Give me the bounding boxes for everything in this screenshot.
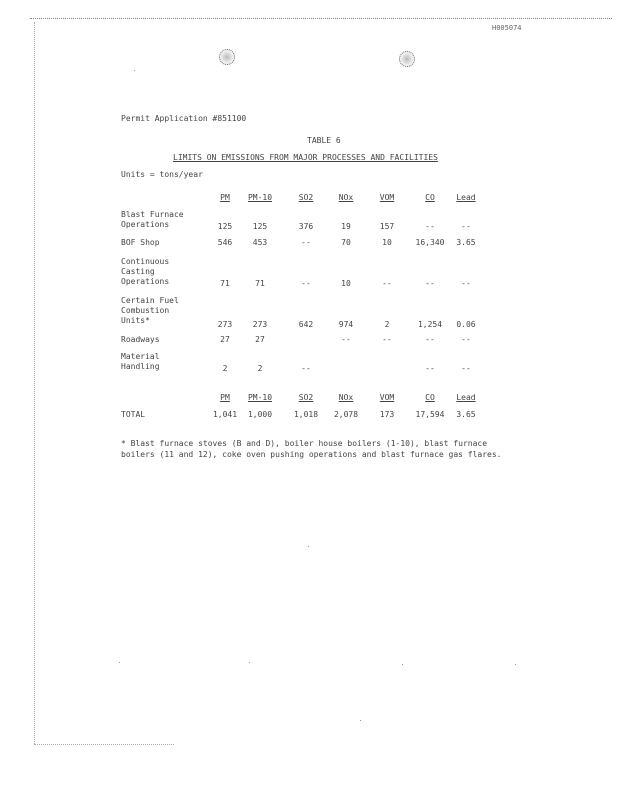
column-header-total: VOM [379,393,395,402]
table-cell: 546 [217,238,233,247]
row-label: Operations [121,277,170,286]
table-cell: 70 [341,238,351,247]
table-cell: -- [461,222,471,231]
row-label: Casting [121,267,155,276]
permit-number: Permit Application #851100 [121,114,247,123]
row-label: BOF Shop [121,238,160,247]
column-header: VOM [379,193,395,202]
page-left-edge [34,22,35,744]
table-cell: -- [341,335,351,344]
table-cell: 19 [341,222,351,231]
table-cell: 273 [252,320,268,329]
row-label: Blast Furnace [121,210,184,219]
table-title: LIMITS ON EMISSIONS FROM MAJOR PROCESSES AND FACILITIES [173,153,438,162]
table-cell: 273 [217,320,233,329]
scan-speck [119,662,120,663]
row-label: Roadways [121,335,160,344]
table-cell: 16,340 [415,238,445,247]
table-cell: -- [425,279,435,288]
row-label: Combustion [121,306,170,315]
table-cell: 125 [252,222,268,231]
document-id: H005074 [492,24,522,32]
table-cell: 2 [222,364,228,373]
table-cell: 2 [257,364,263,373]
table-cell: 10 [341,279,351,288]
column-header-total: Lead [456,393,476,402]
row-label: Material [121,352,160,361]
table-number: TABLE 6 [307,136,341,145]
page-top-edge [30,18,612,19]
table-cell: 974 [338,320,354,329]
table-cell: -- [301,364,311,373]
total-cell: 3.65 [456,410,476,419]
table-cell: 2 [384,320,390,329]
total-cell: 173 [379,410,395,419]
table-cell: 27 [255,335,265,344]
scan-speck [402,664,403,665]
total-cell: 2,078 [333,410,359,419]
table-cell: -- [382,279,392,288]
punch-hole-icon [399,51,415,67]
table-cell: -- [425,335,435,344]
scan-speck [134,70,135,71]
total-cell: 1,000 [247,410,273,419]
table-cell: -- [425,364,435,373]
table-cell: -- [301,279,311,288]
table-cell: 1,254 [417,320,443,329]
row-label: Units* [121,316,150,325]
row-label: Continuous [121,257,170,266]
table-cell: 376 [298,222,314,231]
table-cell: 642 [298,320,314,329]
table-cell: 453 [252,238,268,247]
column-header: PM [220,193,230,202]
column-header-total: SO2 [298,393,314,402]
column-header: SO2 [298,193,314,202]
table-cell: 157 [379,222,395,231]
table-cell: -- [461,279,471,288]
table-cell: 0.06 [456,320,476,329]
scan-speck [360,720,361,721]
row-label: Handling [121,362,160,371]
table-cell: 27 [220,335,230,344]
table-cell: 71 [255,279,265,288]
page-bottom-edge [34,744,174,745]
table-cell: -- [382,335,392,344]
total-label: TOTAL [121,410,146,419]
table-cell: 125 [217,222,233,231]
row-label: Operations [121,220,170,229]
column-header: PM-10 [247,193,273,202]
column-header-total: PM [220,393,230,402]
column-header-total: NOx [338,393,354,402]
table-cell: -- [461,335,471,344]
column-header: NOx [338,193,354,202]
scan-speck [515,664,516,665]
column-header: CO [425,193,435,202]
column-header-total: PM-10 [247,393,273,402]
scan-speck [249,662,250,663]
table-cell: -- [425,222,435,231]
total-cell: 17,594 [415,410,445,419]
row-label: Certain Fuel [121,296,179,305]
footnote: * Blast furnace stoves (B and D), boiler house boilers (1-10), blast furnace boilers (11 and 12), coke oven pushing operations and blast furnace gas flares. [121,439,502,459]
table-cell: 71 [220,279,230,288]
total-cell: 1,041 [212,410,238,419]
units-label: Units = tons/year [121,170,203,179]
scan-speck [308,546,309,547]
table-cell: -- [461,364,471,373]
column-header-total: CO [425,393,435,402]
column-header: Lead [456,193,476,202]
total-cell: 1,018 [293,410,319,419]
punch-hole-icon [219,49,235,65]
table-cell: 10 [382,238,392,247]
table-cell: -- [301,238,311,247]
table-cell: 3.65 [456,238,476,247]
